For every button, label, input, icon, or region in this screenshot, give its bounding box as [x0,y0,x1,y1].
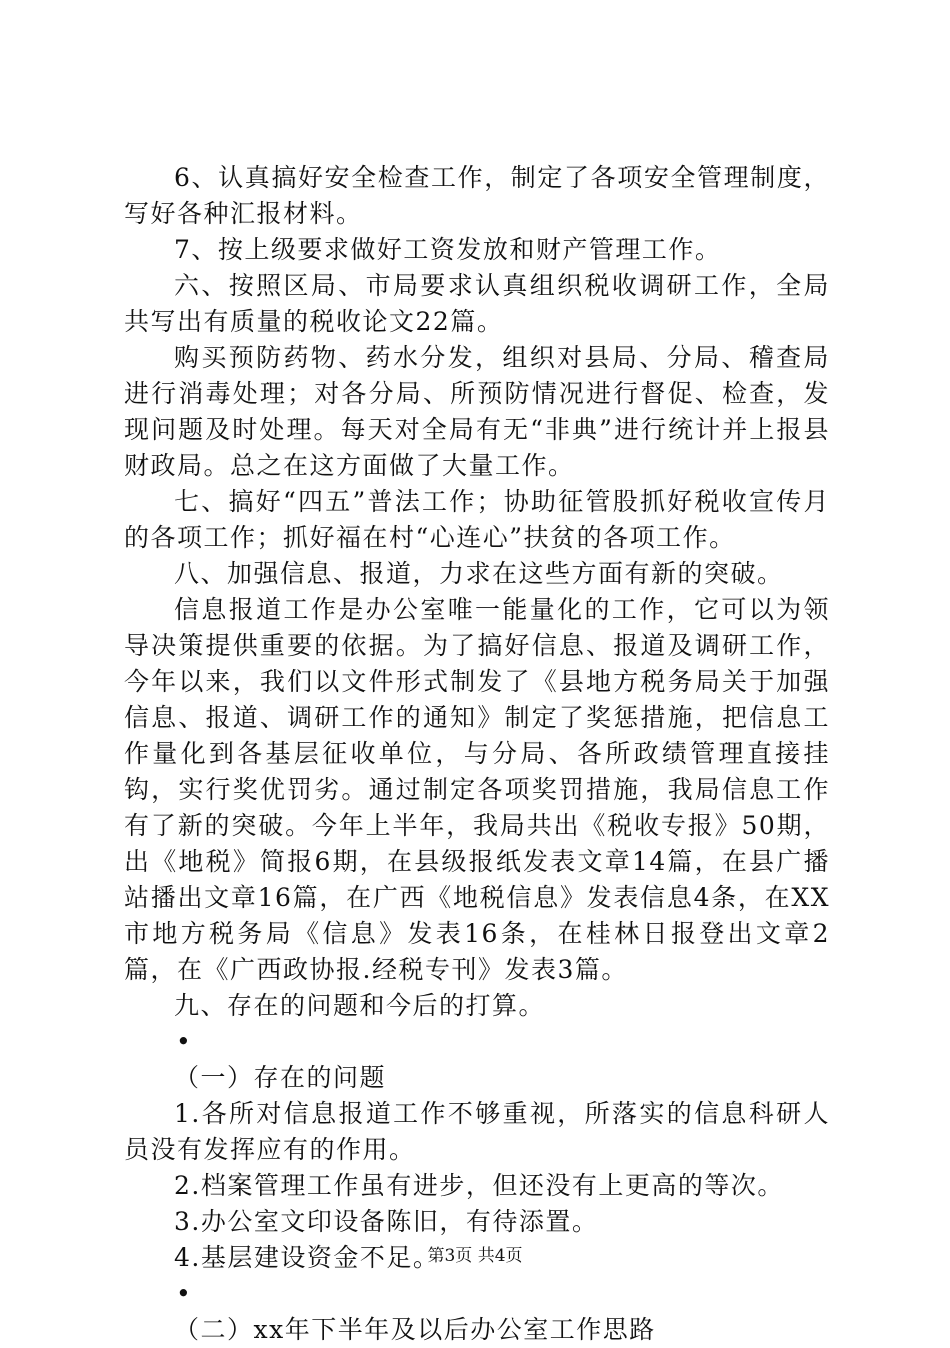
paragraph-information-reporting: 信息报道工作是办公室唯一能量化的工作，它可以为领导决策提供重要的依据。为了搞好信息、报道及调研工作，今年以来，我们以文件形式制发了《县地方税务局关于加强信息、报道、调研工作的通知》制定了奖惩措施，把信息工作量化到各基层征收单位，与分局、各所政绩管理直接挂钩，实行奖优罚劣。通过制定各项奖罚措施，我局信息工作有了新的突破。今年上半年，我局共出《税收专报》50期，出《地税》简报6期，在县级报纸发表文章14篇，在县广播站播出文章16篇，在广西《地税信息》发表信息4条，在XX市地方税务局《信息》发表16条，在桂林日报登出文章2篇，在《广西政协报.经税专刊》发表3篇。 [124,595,830,984]
paragraph-item-7: 7、按上级要求做好工资发放和财产管理工作。 [174,235,722,264]
bullet-marker: • [176,1279,191,1308]
section-eight-heading: 八、加强信息、报道，力求在这些方面有新的突破。 [174,559,784,588]
document-body [124,160,830,1348]
section-nine-heading: 九、存在的问题和今后的打算。 [174,991,546,1020]
subsection-plan-heading: （二）xx年下半年及以后办公室工作思路 [174,1315,656,1344]
section-six-heading: 六、按照区局、市局要求认真组织税收调研工作，全局共写出有质量的税收论文22篇。 [124,271,830,336]
problem-item-2: 2.档案管理工作虽有进步，但还没有上更高的等次。 [174,1171,784,1200]
section-seven-heading: 七、搞好“四五”普法工作；协助征管股抓好税收宣传月的各项工作；抓好福在村“心连心”扶贫的各项工作。 [124,487,830,552]
problem-item-3: 3.办公室文印设备陈旧，有待添置。 [174,1207,599,1236]
subsection-problems-heading: （一）存在的问题 [174,1063,387,1092]
problem-item-1: 1.各所对信息报道工作不够重视，所落实的信息科研人员没有发挥应有的作用。 [124,1099,830,1164]
page-number-footer: 第3页 共4页 [427,1246,523,1266]
problem-item-4: 4.基层建设资金不足。 [174,1243,440,1272]
paragraph-item-6: 6、认真搞好安全检查工作，制定了各项安全管理制度，写好各种汇报材料。 [124,163,830,228]
bullet-marker: • [176,1027,191,1056]
paragraph-prevention: 购买预防药物、药水分发，组织对县局、分局、稽查局进行消毒处理；对各分局、所预防情况进行督促、检查，发现问题及时处理。每天对全局有无“非典”进行统计并上报县财政局。总之在这方面做了大量工作。 [124,343,830,480]
